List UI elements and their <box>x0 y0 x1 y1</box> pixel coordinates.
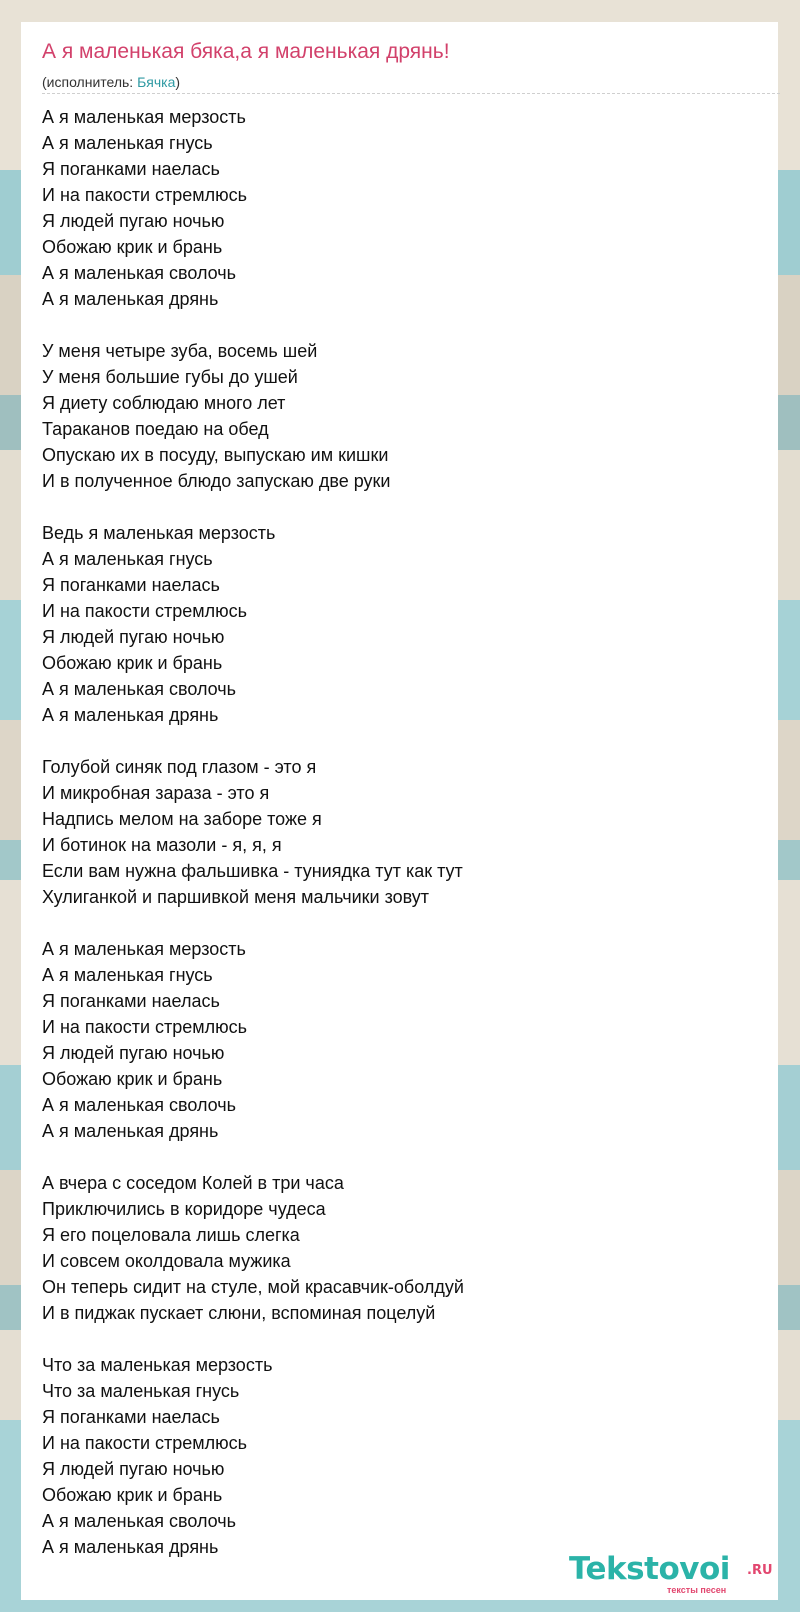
lyric-line: И совсем околдовала мужика <box>42 1251 291 1271</box>
lyric-line: Надпись мелом на заборе тоже я <box>42 809 322 829</box>
site-logo[interactable] <box>569 1551 789 1601</box>
lyric-line: Обожаю крик и брань <box>42 237 223 257</box>
lyric-line: А я маленькая дрянь <box>42 1537 219 1557</box>
lyric-line: А я маленькая мерзость <box>42 939 246 959</box>
lyric-line: Он теперь сидит на стуле, мой красавчик-оболдуй <box>42 1277 464 1297</box>
lyric-line: А я маленькая сволочь <box>42 679 237 699</box>
lyric-line: А я маленькая сволочь <box>42 1095 237 1115</box>
lyric-line: А я маленькая дрянь <box>42 289 219 309</box>
lyric-line: А я маленькая гнусь <box>42 965 213 985</box>
lyric-line: И ботинок на мазоли - я, я, я <box>42 835 282 855</box>
lyrics-card <box>21 22 778 1600</box>
lyric-line: И в пиджак пускает слюни, вспоминая поцелуй <box>42 1303 436 1323</box>
lyric-line: У меня четыре зуба, восемь шей <box>42 341 318 361</box>
verse <box>42 1352 762 1560</box>
byline-prefix: (исполнитель: <box>42 74 138 90</box>
logo-wordmark: Tekstovoi <box>569 1551 730 1587</box>
lyric-line: Я его поцеловала лишь слегка <box>42 1225 300 1245</box>
title-divider <box>42 93 780 94</box>
verse <box>42 1170 762 1326</box>
lyrics-body <box>42 104 762 1586</box>
lyric-line: Я людей пугаю ночью <box>42 1459 225 1479</box>
lyric-line: И микробная зараза - это я <box>42 783 270 803</box>
lyric-line: Опускаю их в посуду, выпускаю им кишки <box>42 445 389 465</box>
verse <box>42 338 762 494</box>
lyric-line: И в полученное блюдо запускаю две руки <box>42 471 391 491</box>
lyric-line: Обожаю крик и брань <box>42 1485 223 1505</box>
lyric-line: Я поганками наелась <box>42 991 220 1011</box>
artist-link[interactable]: Бячка <box>137 74 176 90</box>
lyric-line: И на пакости стремлюсь <box>42 185 248 205</box>
lyric-line: Ведь я маленькая мерзость <box>42 523 276 543</box>
lyric-line: Хулиганкой и паршивкой меня мальчики зовут <box>42 887 430 907</box>
lyric-line: И на пакости стремлюсь <box>42 1433 248 1453</box>
verse <box>42 936 762 1144</box>
lyric-line: Я поганками наелась <box>42 1407 220 1427</box>
lyric-line: У меня большие губы до ушей <box>42 367 298 387</box>
lyric-line: Приключились в коридоре чудеса <box>42 1199 326 1219</box>
lyric-line: И на пакости стремлюсь <box>42 601 248 621</box>
lyric-line: Я людей пугаю ночью <box>42 627 225 647</box>
lyric-line: А я маленькая сволочь <box>42 1511 237 1531</box>
song-title: А я маленькая бяка,а я маленькая дрянь! <box>42 40 450 63</box>
lyric-line: А я маленькая дрянь <box>42 705 219 725</box>
lyric-line: Если вам нужна фальшивка - туниядка тут как тут <box>42 861 463 881</box>
lyric-line: А я маленькая сволочь <box>42 263 237 283</box>
artist-byline <box>42 74 180 90</box>
lyric-line: Я поганками наелась <box>42 575 220 595</box>
logo-tld: .RU <box>747 1563 773 1578</box>
lyric-line: А я маленькая гнусь <box>42 133 213 153</box>
lyric-line: А я маленькая мерзость <box>42 107 246 127</box>
lyric-line: Я диету соблюдаю много лет <box>42 393 286 413</box>
lyric-line: А вчера с соседом Колей в три часа <box>42 1173 344 1193</box>
logo-tagline: тексты песен <box>667 1585 727 1595</box>
lyric-line: Что за маленькая мерзость <box>42 1355 273 1375</box>
lyric-line: Я людей пугаю ночью <box>42 211 225 231</box>
lyric-line: Тараканов поедаю на обед <box>42 419 269 439</box>
byline-suffix: ) <box>175 74 181 90</box>
verse <box>42 104 762 312</box>
lyric-line: Голубой синяк под глазом - это я <box>42 757 317 777</box>
lyric-line: Я людей пугаю ночью <box>42 1043 225 1063</box>
lyric-line: И на пакости стремлюсь <box>42 1017 248 1037</box>
lyric-line: А я маленькая гнусь <box>42 549 213 569</box>
lyric-line: Что за маленькая гнусь <box>42 1381 240 1401</box>
lyric-line: Обожаю крик и брань <box>42 1069 223 1089</box>
lyric-line: Обожаю крик и брань <box>42 653 223 673</box>
lyric-line: Я поганками наелась <box>42 159 220 179</box>
lyric-line: А я маленькая дрянь <box>42 1121 219 1141</box>
verse <box>42 520 762 728</box>
verse <box>42 754 762 910</box>
